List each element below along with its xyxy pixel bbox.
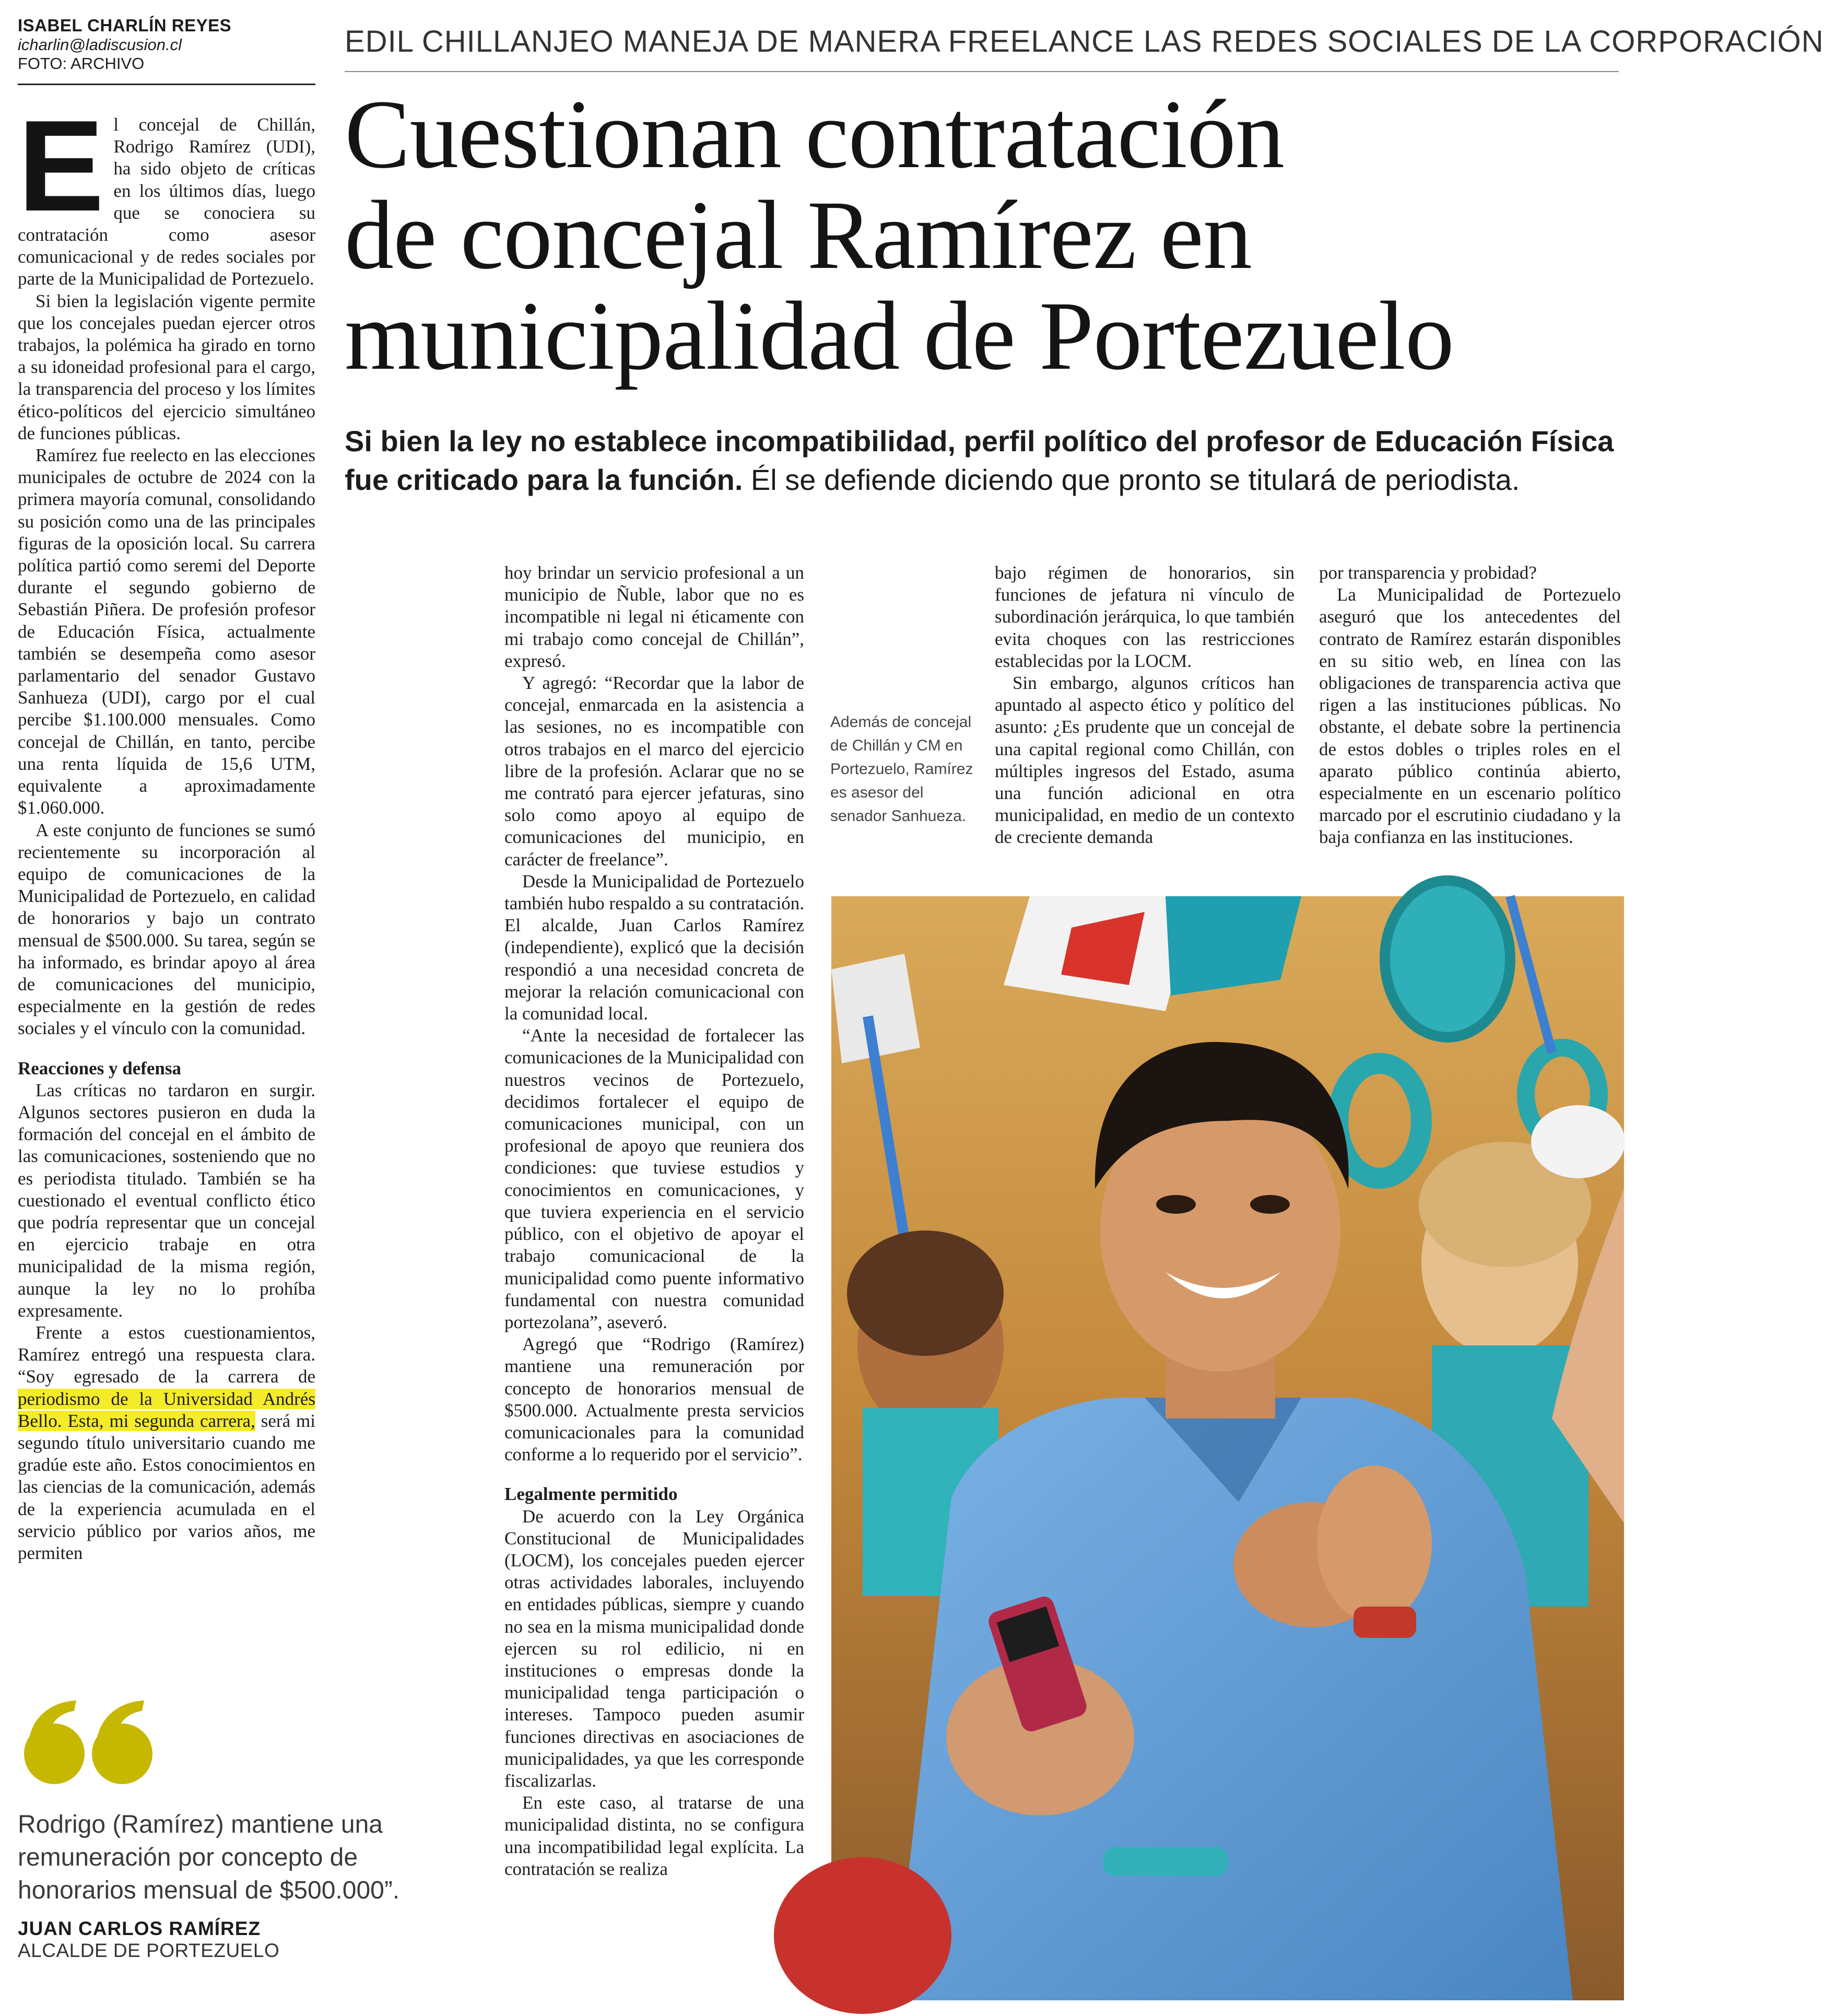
deck	[345, 422, 1640, 499]
deck-regular: Él se defiende diciendo que pronto se titulará de periodista.	[743, 463, 1520, 496]
paragraph: Sin embargo, algunos críticos han apuntado al aspecto ético y político del asunto: ¿Es prudente que un concejal de una capital regional como Chillán, con múltiples ingresos del Estado, asuma una función adicional en otra municipalidad, en medio de un contexto de creciente demanda	[995, 673, 1295, 848]
author-email: icharlin@ladiscusion.cl	[18, 36, 182, 54]
subheading: Reacciones y defensa	[18, 1058, 182, 1079]
photo-illustration	[831, 896, 1624, 2000]
paragraph: Las críticas no tardaron en surgir. Algunos sectores pusieron en duda la formación del concejal en el ámbito de las comunicaciones, sosteniendo que no es periodista titulado. También se ha cuestionado el eventual conflicto ético que podría representar que un concejal en ejercicio trabaje en otra municipalidad de la misma región, aunque la ley no lo prohíba expresamente.	[18, 1080, 315, 1321]
column-2	[504, 562, 804, 1880]
byline-divider	[18, 84, 315, 85]
paragraph: En este caso, al tratarse de una municipalidad distinta, no se configura una incompatibilidad legal explícita. La contratación se realiza	[504, 1792, 804, 1879]
highlighted-text: periodismo de la Universidad Andrés Bello. Esta, mi segunda carrera,	[18, 1388, 315, 1431]
headline-line-3: municipalidad de Portezuelo	[345, 281, 1454, 390]
pull-quote-role: ALCALDE DE PORTEZUELO	[18, 1940, 280, 1961]
author-name: ISABEL CHARLÍN REYES	[18, 16, 232, 35]
column-4	[1319, 562, 1621, 849]
paragraph: Agregó que “Rodrigo (Ramírez) mantiene una remuneración por concepto de honorarios mensual de $500.000. Actualmente presta servicios comunicacionales para la comunidad conforme a lo requerido por el servicio”.	[504, 1334, 804, 1465]
paragraph: “Ante la necesidad de fortalecer las comunicaciones de la Municipalidad con nuestros vecinos de Portezuelo, decidimos fortalecer el equipo de comunicaciones municipal, con un profesional de apoyo que reuniera dos condiciones: que tuviese estudios y conocimientos en comunicaciones, y que tuviera experiencia en el servicio público, con el objetivo de apoyar el trabajo comunicacional de la municipalidad como puente informativo fundamental con nuestra comunidad portezolana”, aseveró.	[504, 1025, 804, 1332]
paragraph: De acuerdo con la Ley Orgánica Constitucional de Municipalidades (LOCM), los concejales pueden ejercer otras actividades laborales, incluyendo en entidades públicas, siempre y cuando no sea en la misma municipalidad donde ejercen su rol edilicio, ni en instituciones o empresas donde la municipalidad tenga participación o intereses. Tampoco pueden asumir funciones directivas en asociaciones de municipalidades, ya que les corresponde fiscalizarlas.	[504, 1506, 804, 1791]
pull-quote-name: JUAN CARLOS RAMÍREZ	[18, 1918, 261, 1939]
paragraph: Y agregó: “Recordar que la labor de concejal, enmarcada en la asistencia a las sesiones, no es incompatible con otros trabajos en el marco del ejercicio libre de la profesión. Aclarar que no se me contrató para ejercer jefaturas, sino solo como apoyo al equipo de comunicaciones del municipio, en carácter de freelance”.	[504, 673, 804, 870]
pull-quote-text: Rodrigo (Ramírez) mantiene una remuneración por concepto de honorarios mensual de $500.000”.	[18, 1811, 400, 1904]
subheading: Legalmente permitido	[504, 1484, 678, 1505]
article-photo	[831, 896, 1624, 2000]
paragraph: Desde la Municipalidad de Portezuelo también hubo respaldo a su contratación. El alcalde, Juan Carlos Ramírez (independiente), explicó que la decisión respondió a una necesidad concreta de mejorar la relación comunicacional con la comunidad local.	[504, 871, 804, 1024]
kicker-divider	[345, 71, 1619, 72]
column-1	[18, 93, 315, 1564]
paragraph: Frente a estos cuestionamientos, Ramírez entregó una respuesta clara. “Soy egresado de la carrera de periodismo de la Universidad Andrés Bello. Esta, mi segunda carrera, será mi segundo título universitario cuando me gradúe este año. Estos conocimientos en las ciencias de la comunicación, además de la experiencia acumulada en el servicio público por varios años, me permiten	[18, 1322, 315, 1563]
quote-marks-icon	[18, 1692, 159, 1786]
drop-cap: E	[18, 93, 104, 238]
paragraph: por transparencia y probidad?	[1319, 562, 1537, 583]
column-3	[995, 562, 1295, 849]
deck-bold: Si bien la ley no establece incompatibilidad, perfil político del profesor de Educación Física fue criticado para la función.	[345, 425, 1614, 496]
paragraph: La Municipalidad de Portezuelo aseguró que los antecedentes del contrato de Ramírez estarán disponibles en su sitio web, en línea con las obligaciones de transparencia activa que rigen a las instituciones públicas. No obstante, el debate sobre la pertinencia de estos dobles o triples roles en el aparato público continúa abierto, especialmente en un escenario político marcado por el escrutinio ciudadano y la baja confianza en las instituciones.	[1319, 584, 1621, 848]
headline	[345, 79, 1634, 390]
headline-line-2: de concejal Ramírez en	[345, 180, 1252, 289]
photo-caption: Además de concejal de Chillán y CM en Portezuelo, Ramírez es asesor del senador Sanhueza.	[830, 713, 973, 825]
headline-line-1: Cuestionan contratación	[345, 79, 1284, 189]
paragraph: A este conjunto de funciones se sumó recientemente su incorporación al equipo de comunicaciones de la Municipalidad de Portezuelo, en calidad de honorarios y bajo un contrato mensual de $500.000. Su tarea, según se ha informado, es brindar apoyo al área de comunicaciones del municipio, especialmente en la gestión de redes sociales y el vínculo con la comunidad.	[18, 819, 315, 1039]
paragraph: bajo régimen de honorarios, sin funciones de jefatura ni vínculo de subordinación jerárquica, lo que también evita choques con las restricciones establecidas por la LOCM.	[995, 562, 1295, 671]
paragraph: hoy brindar un servicio profesional a un municipio de Ñuble, labor que no es incompatible ni legal ni éticamente con mi trabajo como concejal de Chillán”, expresó.	[504, 562, 804, 671]
kicker: EDIL CHILLANJEO MANEJA DE MANERA FREELANCE LAS REDES SOCIALES DE LA CORPORACIÓN	[345, 25, 1824, 58]
paragraph: Ramírez fue reelecto en las elecciones municipales de octubre de 2024 con la primera mayoría comunal, consolidando su posición como una de las principales figuras de la oposición local. Su carrera política partió como seremi del Deporte durante el segundo gobierno de Sebastián Piñera. De profesión profesor de Educación Física, actualmente también se desempeña como asesor parlamentario del senador Gustavo Sanhueza (UDI), cargo por el cual percibe $1.100.000 mensuales. Como concejal de Chillán, en tanto, percibe una renta líquida de 15,6 UTM, equivalente a aproximadamente $1.060.000.	[18, 445, 315, 818]
paragraph: El concejal de Chillán, Rodrigo Ramírez (UDI), ha sido objeto de críticas en los últimos días, luego que se conociera su contratación como asesor comunicacional y de redes sociales por parte de la Municipalidad de Portezuelo.	[18, 93, 315, 289]
paragraph: Si bien la legislación vigente permite que los concejales puedan ejercer otros trabajos, la polémica ha girado en torno a su idoneidad profesional para el cargo, la transparencia del proceso y los límites ético-políticos del ejercicio simultáneo de funciones públicas.	[18, 290, 315, 443]
photo-credit: FOTO: ARCHIVO	[18, 54, 145, 73]
